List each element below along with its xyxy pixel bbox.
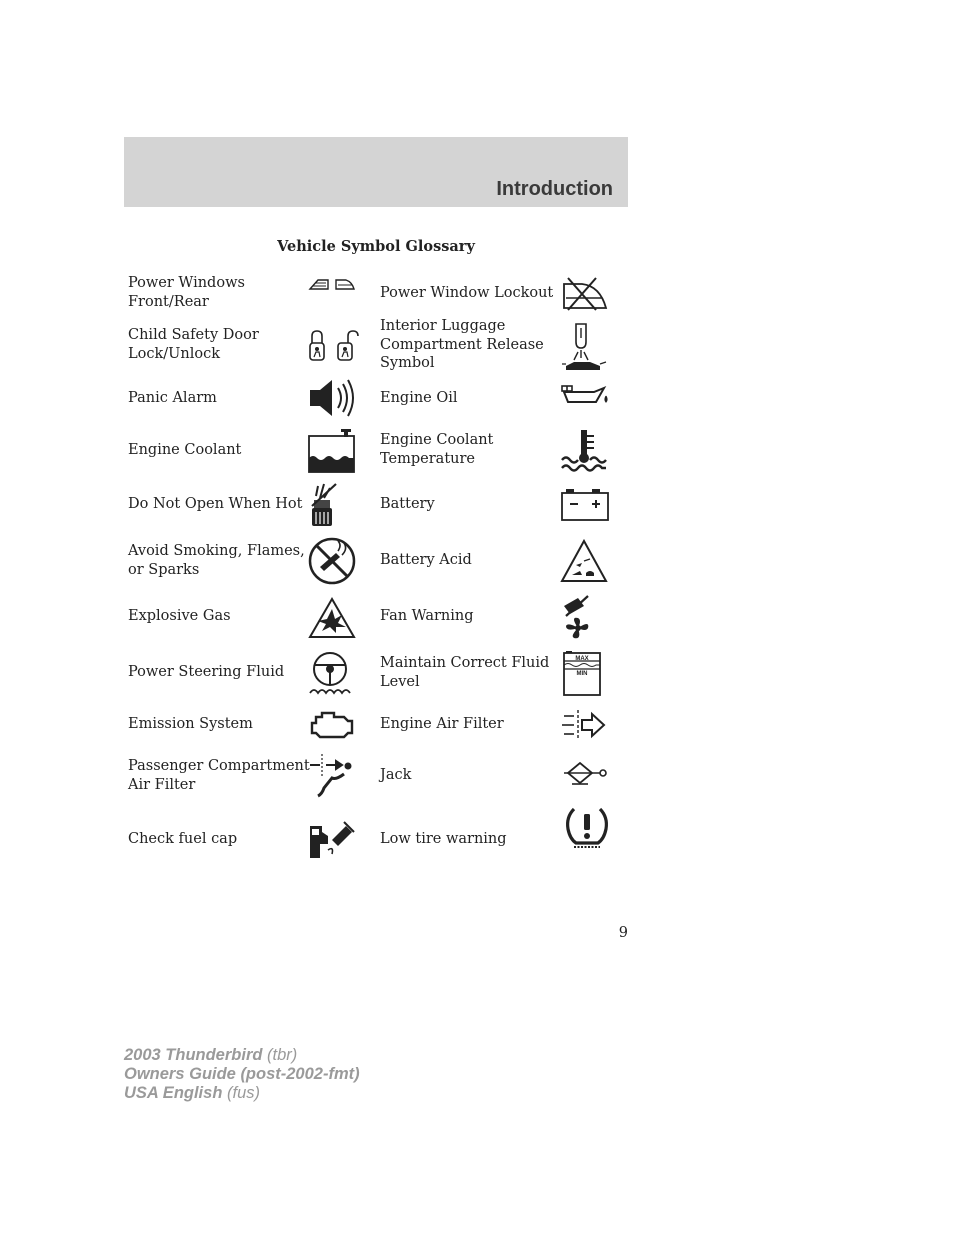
explosive-gas-icon (308, 597, 356, 639)
glossary-label-trunk-release: Interior Luggage Compartment Release Symbol (380, 318, 544, 372)
document-footer (124, 1046, 360, 1103)
page-number: 9 (618, 925, 628, 941)
battery-icon (560, 487, 610, 523)
footer-language-code: (fus) (227, 1084, 260, 1102)
glossary-label-engine-oil: Engine Oil (380, 390, 458, 406)
glossary-label-low-tire: Low tire warning (380, 831, 507, 847)
glossary-label-emission-system: Emission System (128, 716, 253, 732)
jack-icon (560, 760, 608, 786)
fan-warning-icon (560, 594, 596, 640)
glossary-label-window-lockout: Power Window Lockout (380, 285, 554, 301)
glossary-label-fluid-level: Maintain Correct Fluid Level (380, 655, 550, 690)
glossary-label-coolant-temperature: Engine Coolant Temperature (380, 432, 494, 467)
glossary-label-fan-warning: Fan Warning (380, 608, 474, 624)
section-header (124, 137, 628, 207)
power-steering-icon (308, 649, 352, 697)
glossary-label-explosive-gas: Explosive Gas (128, 608, 231, 624)
footer-line-3 (124, 1084, 360, 1103)
fuel-cap-icon (308, 818, 356, 860)
glossary-label-jack: Jack (380, 767, 412, 783)
glossary-title: Vehicle Symbol Glossary (277, 238, 475, 255)
engine-oil-icon (560, 384, 610, 408)
glossary-label-cabin-air-filter: Passenger Compartment Air Filter (128, 758, 310, 793)
glossary-label-do-not-open-hot: Do Not Open When Hot (128, 496, 303, 512)
glossary-label-engine-air-filter: Engine Air Filter (380, 716, 504, 732)
low-tire-icon (564, 805, 610, 849)
fluid-level-icon (560, 649, 604, 697)
trunk-release-icon (560, 322, 608, 372)
no-smoking-icon (308, 537, 356, 585)
emission-system-icon (308, 709, 356, 741)
footer-language: USA English (124, 1084, 223, 1102)
coolant-temperature-icon (560, 428, 608, 472)
glossary-label-power-windows: Power Windows Front/Rear (128, 275, 245, 310)
window-lockout-icon (560, 276, 608, 312)
glossary-label-child-safety-lock: Child Safety Door Lock/Unlock (128, 327, 259, 362)
battery-acid-icon (560, 539, 608, 583)
glossary-label-battery-acid: Battery Acid (380, 552, 472, 568)
glossary-label-fuel-cap: Check fuel cap (128, 831, 238, 847)
engine-air-filter-icon (560, 708, 608, 742)
glossary-label-power-steering: Power Steering Fluid (128, 664, 285, 680)
fluid-max-mark: MAX (575, 656, 589, 662)
glossary-label-panic-alarm: Panic Alarm (128, 390, 217, 406)
power-windows-icon (308, 276, 356, 292)
child-lock-icon (308, 329, 358, 363)
cabin-air-filter-icon (308, 752, 356, 798)
do-not-open-hot-icon (308, 482, 342, 528)
footer-line-1 (124, 1046, 360, 1065)
glossary-label-engine-coolant: Engine Coolant (128, 442, 242, 458)
glossary-label-battery: Battery (380, 496, 435, 512)
glossary-label-avoid-smoking: Avoid Smoking, Flames, or Sparks (128, 543, 305, 578)
section-title: Introduction (496, 178, 613, 200)
footer-line-2: Owners Guide (post-2002-fmt) (124, 1065, 360, 1083)
panic-alarm-icon (308, 378, 356, 418)
engine-coolant-icon (308, 428, 356, 474)
footer-model-code: (tbr) (267, 1046, 298, 1064)
footer-model: 2003 Thunderbird (124, 1046, 263, 1064)
fluid-min-mark: MIN (576, 671, 588, 677)
